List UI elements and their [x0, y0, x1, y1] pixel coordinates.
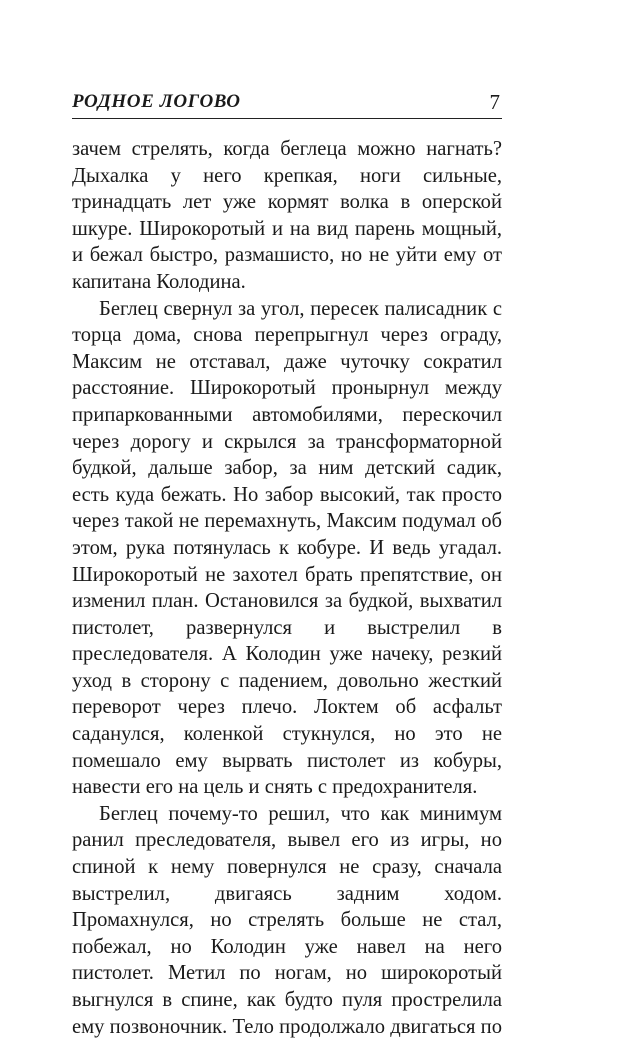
text-body [72, 136, 502, 1040]
paragraph: Беглец свернул за угол, пересек палисадник с торца дома, снова перепрыгнул через ограду, Максим не отставал, даже чуточку сократил расстояние. Широкоротый пронырнул между припаркованными автомобилями, перескочил через дорогу и скрылся за трансформаторной будкой, дальше забор, за ним детский садик, есть куда бежать. Но забор высокий, так просто через такой не перемахнуть, Максим подумал об этом, рука потянулась к кобуре. И ведь угадал. Широкоротый не захотел брать препятствие, он изменил план. Остановился за будкой, выхватил пистолет, развернулся и выстрелил в преследователя. А Колодин уже начеку, резкий уход в сторону с падением, довольно жесткий переворот через плечо. Локтем об асфальт саданулся, коленкой стукнулся, но это не помешало ему вырвать пистолет из кобуры, навести его на цель и снять с предохранителя. [72, 297, 502, 799]
paragraph: Беглец почему-то решил, что как минимум ранил преследователя, вывел его из игры, но спиной к нему повернулся не сразу, сначала выстрелил, двигаясь задним ходом. Промахнулся, но стрелять больше не стал, побежал, но Колодин уже навел на него пистолет. Метил по ногам, но широкоротый выгнулся в спине, как будто пуля прострелила ему позвоночник. Тело продолжало двигаться по [72, 802, 502, 1038]
paragraph-continued: зачем стрелять, когда беглеца можно нагнать? Дыхалка у него крепкая, ноги сильные, тринадцать лет уже кормят волка в оперской шкуре. Широкоротый и на вид парень мощный, и бежал быстро, размашисто, но не уйти ему от капитана Колодина. [72, 138, 502, 293]
page-number: 7 [489, 90, 500, 114]
running-title: РОДНОЕ ЛОГОВО [72, 91, 241, 112]
page-header [72, 88, 502, 119]
